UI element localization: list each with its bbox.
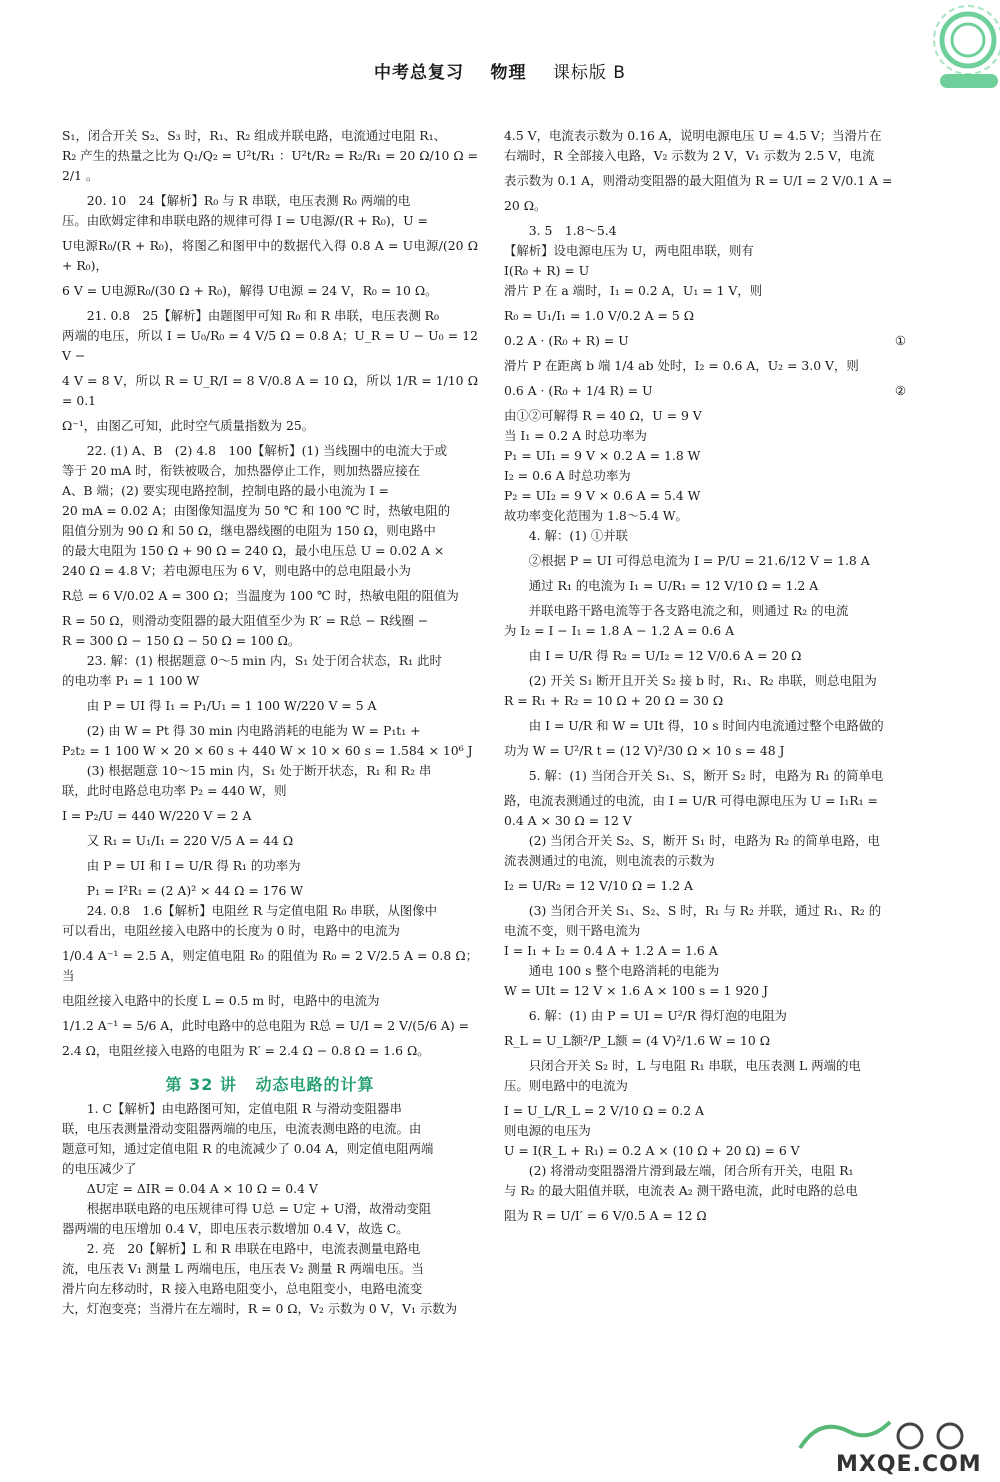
text-line: 的最大电阻为 150 Ω + 90 Ω = 240 Ω，最小电压总 U = 0.02 A × [62, 543, 445, 558]
text-line: 则电源的电压为 [504, 1123, 591, 1138]
right-column [504, 126, 914, 1226]
text-line: 可以看出，电阻丝接入电路中的长度为 0 时，电路中的电流为 [62, 923, 400, 938]
text-line: 21. 0.8 25【解析】由题图甲可知 R₀ 和 R 串联，电压表测 R₀ [86, 308, 439, 323]
text-line: 当 I₁ = 0.2 A 时总功率为 [504, 428, 647, 443]
text-line: 路，电流表测通过的电流，由 I = U/R 可得电源电压为 U = I₁R₁ = [504, 793, 878, 808]
text-line: 又 R₁ = U₁/I₁ = 220 V/5 A = 44 Ω [86, 833, 294, 848]
text-line: 由 I = U/R 得 R₂ = U/I₂ = 12 V/0.6 A = 20 Ω [528, 648, 802, 663]
text-line: R = 300 Ω − 150 Ω − 50 Ω = 100 Ω。 [62, 633, 301, 648]
text-line: P₂t₂ = 1 100 W × 20 × 60 s + 440 W × 10 × 60 s = 1.584 × 10⁶ J [62, 743, 473, 758]
text-line: (3) 当闭合开关 S₁、S₂、S 时，R₁ 与 R₂ 并联，通过 R₁、R₂ 的 [528, 903, 882, 918]
text-line: 只闭合开关 S₂ 时，L 与电阻 R₁ 串联，电压表测 L 两端的电 [528, 1058, 861, 1073]
text-line: 2.4 Ω，电阻丝接入电路的电阻为 R′ = 2.4 Ω − 0.8 Ω = 1.6 Ω。 [62, 1043, 430, 1058]
corner-logo-icon [910, 0, 1000, 100]
header-subject: 物理 [490, 63, 527, 83]
text-line: 的电功率 P₁ = 1 100 W [62, 673, 200, 688]
text-line: U电源R₀/(R + R₀)，将图乙和图甲中的数据代入得 0.8 A = U电源/(20 Ω + R₀)， [62, 238, 478, 273]
text-line: 阻值分别为 90 Ω 和 50 Ω，继电器线圈的电阻为 150 Ω，则电路中 [62, 523, 436, 538]
text-line: 右端时，R 全部接入电路，V₂ 示数为 2 V，V₁ 示数为 2.5 V，电流 [504, 148, 875, 163]
text-line: 5. 解：(1) 当闭合开关 S₁、S，断开 S₂ 时，电路为 R₁ 的简单电 [528, 768, 884, 783]
text-line: 通过 R₁ 的电流为 I₁ = U/R₁ = 12 V/10 Ω = 1.2 A [528, 578, 819, 593]
text-line: R₂ 产生的热量之比为 Q₁/Q₂ = U²t/R₁ ：U²t/R₂ = R₂/R₁ = 20 Ω/10 Ω = 2/1 。 [62, 148, 478, 183]
text-line: 的电压减少了 [62, 1161, 137, 1176]
text-line: 阻为 R = U/I′ = 6 V/0.5 A = 12 Ω [504, 1208, 707, 1223]
text-line: 2. 亮 20【解析】L 和 R 串联在电路中，电流表测量电路电 [86, 1241, 421, 1256]
text-line: 压。由欧姆定律和串联电路的规律可得 I = U电源/(R + R₀)，U = [62, 213, 428, 228]
text-line: (2) 开关 S₁ 断开且开关 S₂ 接 b 时，R₁、R₂ 串联，则总电阻为 [528, 673, 877, 688]
text-line: (2) 由 W = Pt 得 30 min 内电路消耗的电能为 W = P₁t₁ + [86, 723, 421, 738]
page-header [0, 58, 1000, 83]
text-line: 滑片 P 在距离 b 端 1/4 ab 处时，I₂ = 0.6 A，U₂ = 3.0 V，则 [504, 358, 859, 373]
text-line: 4 V = 8 V，所以 R = U_R/I = 8 V/0.8 A = 10 Ω，所以 1/R = 1/10 Ω = 0.1 [62, 373, 478, 408]
text-line: W = UIt = 12 V × 1.6 A × 100 s = 1 920 J [504, 983, 768, 998]
watermark-text: MXQE.COM [836, 1452, 982, 1477]
text-line: 大，灯泡变亮；当滑片在左端时，R = 0 Ω，V₂ 示数为 0 V，V₁ 示数为 [62, 1301, 458, 1316]
text-line: 【解析】设电源电压为 U，两电阻串联，则有 [504, 243, 754, 258]
text-line: P₁ = UI₁ = 9 V × 0.2 A = 1.8 W [504, 448, 701, 463]
equation-line [504, 331, 914, 351]
text-line: 1/1.2 A⁻¹ = 5/6 A，此时电路中的总电阻为 R总 = U/I = 2 V/(5/6 A) = [62, 1018, 469, 1033]
text-line: 联，此时电路总电功率 P₂ = 440 W，则 [62, 783, 287, 798]
text-line: 功为 W = U²/R t = (12 V)²/30 Ω × 10 s = 48 J [504, 743, 785, 758]
text-line: 24. 0.8 1.6【解析】电阻丝 R 与定值电阻 R₀ 串联，从图像中 [86, 903, 438, 918]
section-name: 动态电路的计算 [255, 1075, 375, 1094]
equation-number: ② [894, 383, 906, 398]
text-line: R总 = 6 V/0.02 A = 300 Ω；当温度为 100 ℃ 时，热敏电阻的阻值为 [62, 588, 459, 603]
text-line: 两端的电压，所以 I = U₀/R₀ = 4 V/5 Ω = 0.8 A；U_R = U − U₀ = 12 V − [62, 328, 478, 363]
text-line: 故功率变化范围为 1.8～5.4 W。 [504, 508, 688, 523]
text-line: R₀ = U₁/I₁ = 1.0 V/0.2 A = 5 Ω [504, 308, 694, 323]
text-line: 等于 20 mA 时，衔铁被吸合，加热器停止工作，则加热器应接在 [62, 463, 421, 478]
text-line: 由 P = UI 得 I₁ = P₁/U₁ = 1 100 W/220 V = 5 A [86, 698, 377, 713]
text-line: 压。则电路中的电流为 [504, 1078, 628, 1093]
text-line: 通电 100 s 整个电路消耗的电能为 [528, 963, 720, 978]
text-line: 电阻丝接入电路中的长度 L = 0.5 m 时，电路中的电流为 [62, 993, 380, 1008]
equation: 0.2 A · (R₀ + R) = U [504, 333, 629, 348]
text-line: 6 V = U电源R₀/(30 Ω + R₀)，解得 U电源 = 24 V，R₀ = 10 Ω。 [62, 283, 438, 298]
text-line: 1. C【解析】由电路图可知，定值电阻 R 与滑动变阻器串 [86, 1101, 402, 1116]
text-line: (3) 根据题意 10～15 min 内，S₁ 处于断开状态，R₁ 和 R₂ 串 [86, 763, 432, 778]
header-edition: 课标版 B [552, 63, 626, 83]
text-line: 流，电压表 V₁ 测量 L 两端电压，电压表 V₂ 测量 R 两端电压。当 [62, 1261, 424, 1276]
text-line: 由 I = U/R 和 W = UIt 得，10 s 时间内电流通过整个电路做的 [528, 718, 884, 733]
text-line: 联，电压表测量滑动变阻器两端的电压，电流表测电路的电流。由 [62, 1121, 422, 1136]
text-line: 为 I₂ = I − I₁ = 1.8 A − 1.2 A = 0.6 A [504, 623, 735, 638]
text-line: 并联电路干路电流等于各支路电流之和，则通过 R₂ 的电流 [528, 603, 849, 618]
text-line: R_L = U_L额²/P_L额 = (4 V)²/1.6 W = 10 Ω [504, 1033, 771, 1048]
equation: 0.6 A · (R₀ + 1/4 R) = U [504, 383, 653, 398]
text-line: U = I(R_L + R₁) = 0.2 A × (10 Ω + 20 Ω) = 6 V [504, 1143, 800, 1158]
header-series: 中考总复习 [374, 63, 465, 83]
text-line: P₁ = I²R₁ = (2 A)² × 44 Ω = 176 W [86, 883, 304, 898]
text-line: 23. 解：(1) 根据题意 0～5 min 内，S₁ 处于闭合状态，R₁ 此时 [86, 653, 442, 668]
section-number: 第 32 讲 [165, 1075, 237, 1094]
text-line: 与 R₂ 的最大阻值并联，电流表 A₂ 测干路电流，此时电路的总电 [504, 1183, 858, 1198]
text-line: (2) 将滑动变阻器滑片滑到最左端，闭合所有开关，电阻 R₁ [528, 1163, 854, 1178]
text-line: 由 P = UI 和 I = U/R 得 R₁ 的功率为 [86, 858, 301, 873]
text-line: 20 Ω。 [504, 198, 547, 213]
text-line: 根据串联电路的电压规律可得 U总 = U定 + U滑，故滑动变阻 [86, 1201, 432, 1216]
text-line: 电流不变，则干路电流为 [504, 923, 641, 938]
text-line: S₁，闭合开关 S₂、S₃ 时，R₁、R₂ 组成并联电路，电流通过电阻 R₁、 [62, 128, 446, 143]
text-line: 6. 解：(1) 由 P = UI = U²/R 得灯泡的电阻为 [528, 1008, 787, 1023]
watermark [790, 1412, 990, 1478]
text-line: I₂ = 0.6 A 时总功率为 [504, 468, 631, 483]
text-line: I(R₀ + R) = U [504, 263, 590, 278]
section-title [62, 1075, 478, 1095]
text-line: 滑片向左移动时，R 接入电路电阻变小，总电阻变小，电路电流变 [62, 1281, 423, 1296]
text-line: 20 mA = 0.02 A；由图像知温度为 50 ℃ 和 100 ℃ 时，热敏电阻的 [62, 503, 451, 518]
text-line: 表示数为 0.1 A，则滑动变阻器的最大阻值为 R = U/I = 2 V/0.1 A = [504, 173, 893, 188]
text-line: ΔU定 = ΔIR = 0.04 A × 10 Ω = 0.4 V [86, 1181, 318, 1196]
text-line: ②根据 P = UI 可得总电流为 I = P/U = 21.6/12 V = 1.8 A [528, 553, 870, 568]
text-line: R = 50 Ω，则滑动变阻器的最大阻值至少为 R′ = R总 − R线圈 − [62, 613, 429, 628]
equation-line [504, 381, 914, 401]
text-line: 20. 10 24【解析】R₀ 与 R 串联，电压表测 R₀ 两端的电 [86, 193, 411, 208]
equation-number: ① [894, 333, 906, 348]
text-line: 滑片 P 在 a 端时，I₁ = 0.2 A，U₁ = 1 V，则 [504, 283, 763, 298]
text-line: P₂ = UI₂ = 9 V × 0.6 A = 5.4 W [504, 488, 701, 503]
text-line: I₂ = U/R₂ = 12 V/10 Ω = 1.2 A [504, 878, 693, 893]
text-line: 题意可知，通过定值电阻 R 的电流减少了 0.04 A，则定值电阻两端 [62, 1141, 434, 1156]
text-line: (2) 当闭合开关 S₂、S，断开 S₁ 时，电路为 R₂ 的简单电路，电 [528, 833, 880, 848]
text-line: A、B 端；(2) 要实现电路控制，控制电路的最小电流为 I = [62, 483, 389, 498]
left-column [62, 126, 478, 1319]
text-line: I = U_L/R_L = 2 V/10 Ω = 0.2 A [504, 1103, 704, 1118]
text-line: Ω⁻¹，由图乙可知，此时空气质量指数为 25。 [62, 418, 315, 433]
text-line: I = I₁ + I₂ = 0.4 A + 1.2 A = 1.6 A [504, 943, 718, 958]
text-line: I = P₂/U = 440 W/220 V = 2 A [62, 808, 252, 823]
text-line: 240 Ω = 4.8 V；若电源电压为 6 V，则电路中的总电阻最小为 [62, 563, 411, 578]
text-line: 器两端的电压增加 0.4 V，即电压表示数增加 0.4 V，故选 C。 [62, 1221, 409, 1236]
text-line: 1/0.4 A⁻¹ = 2.5 A，则定值电阻 R₀ 的阻值为 R₀ = 2 V/2.5 A = 0.8 Ω；当 [62, 948, 478, 983]
text-line: 22. (1) A、B (2) 4.8 100【解析】(1) 当线圈中的电流大于或 [86, 443, 447, 458]
text-line: 流表测通过的电流，则电流表的示数为 [504, 853, 715, 868]
text-line: 由①②可解得 R = 40 Ω，U = 9 V [504, 408, 702, 423]
text-line: 4. 解：(1) ①并联 [528, 528, 629, 543]
watermark-logo-icon [790, 1412, 990, 1456]
text-line: R = R₁ + R₂ = 10 Ω + 20 Ω = 30 Ω [504, 693, 724, 708]
text-line: 4.5 V，电流表示数为 0.16 A，说明电源电压 U = 4.5 V；当滑片在 [504, 128, 882, 143]
text-line: 0.4 A × 30 Ω = 12 V [504, 813, 632, 828]
text-line: 3. 5 1.8～5.4 [528, 223, 617, 238]
